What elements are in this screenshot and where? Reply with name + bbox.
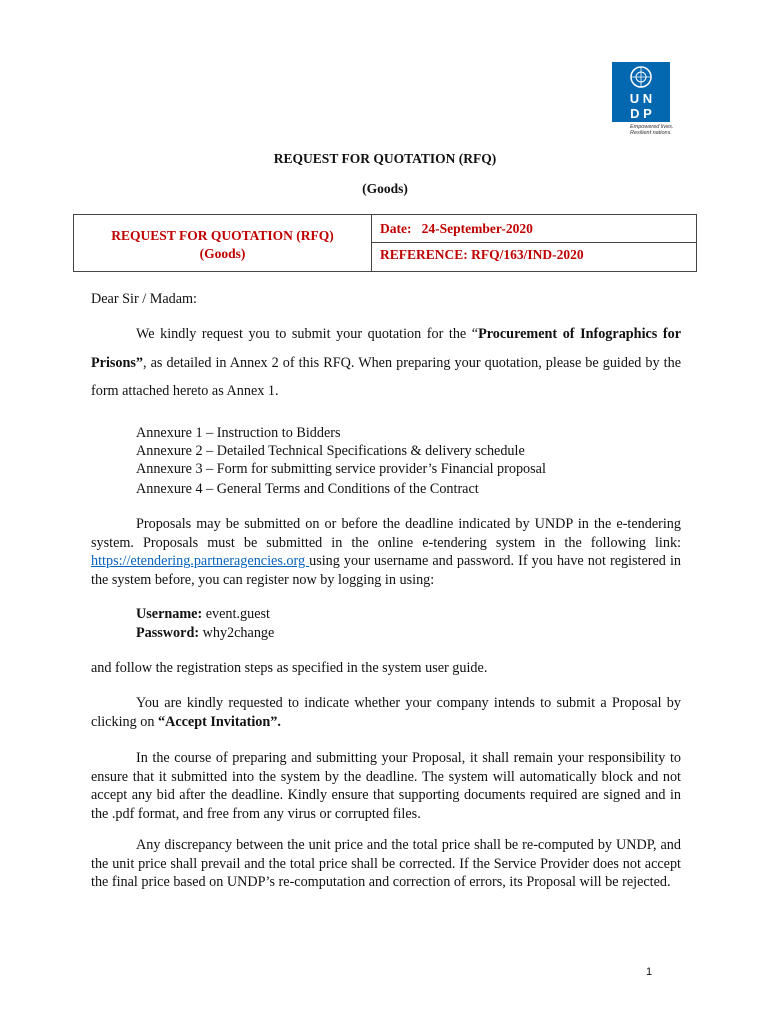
- proposals-text-2: using your username and password. If you have not registered in the system before, you can register now by logging in using:: [91, 553, 681, 588]
- discrepancy-paragraph: Any discrepancy between the unit price and the total price shall be re-computed by UNDP, and the unit price shall prevail and the total price shall be corrected. If the Service Provider does not accept the final price based on UNDP’s re-computation and correction of errors, its Proposal will be rejected.: [91, 837, 681, 891]
- undp-logo-graphic: [612, 62, 670, 122]
- date-value: 24-September-2020: [421, 221, 533, 236]
- rfq-reference-cell: [372, 243, 696, 271]
- follow-paragraph: and follow the registration steps as specified in the system user guide.: [91, 660, 488, 676]
- proposals-paragraph: [91, 515, 681, 589]
- indicate-text: You are kindly requested to indicate whether your company intends to submit a Proposal by clicking on: [91, 695, 681, 730]
- annexure-item-4: Annexure 4 – General Terms and Conditions of the Contract: [136, 481, 479, 497]
- password-line: [136, 624, 274, 643]
- logo-line-1: U N: [629, 91, 653, 106]
- reference-value: REFERENCE: RFQ/163/IND-2020: [380, 247, 584, 262]
- username-line: [136, 605, 270, 624]
- annexure-item-3: Annexure 3 – Form for submitting service provider’s Financial proposal: [136, 461, 546, 477]
- page-title: REQUEST FOR QUOTATION (RFQ): [273, 151, 497, 166]
- annexure-item-2: Annexure 2 – Detailed Technical Specifications & delivery schedule: [136, 443, 525, 459]
- logo-tagline-2: Resilient nations.: [630, 130, 672, 136]
- password-label: Password:: [136, 625, 200, 641]
- intro-paragraph: [91, 320, 681, 406]
- logo-tagline-1: Empowered lives.: [630, 124, 674, 130]
- intro-text-1: We kindly request you to submit your quotation for the “: [136, 326, 479, 342]
- rfq-box-subtitle: (Goods): [199, 246, 246, 261]
- page-subtitle: (Goods): [362, 181, 408, 196]
- password-value: why2change: [199, 625, 275, 641]
- proposals-text-1: Proposals may be submitted on or before the deadline indicated by UNDP in the e-tendering system. Proposals must be submitted in the online e-tendering system in the following link:: [91, 516, 681, 551]
- accept-invitation-text: “Accept Invitation”.: [157, 713, 281, 730]
- salutation: Dear Sir / Madam:: [91, 291, 197, 307]
- rfq-date-cell: [372, 215, 696, 243]
- intro-text-2: , as detailed in Annex 2 of this RFQ. When preparing your quotation, please be guided by the form attached hereto as Annex 1.: [91, 354, 681, 399]
- logo-tagline: [630, 124, 690, 136]
- etendering-link[interactable]: https://etendering.partneragencies.org: [91, 553, 310, 570]
- date-label: Date:: [380, 221, 412, 236]
- rfq-box-title: REQUEST FOR QUOTATION (RFQ): [111, 228, 334, 243]
- intro-bold: Procurement of Infographics for Prisons”: [91, 326, 681, 371]
- username-label: Username:: [136, 606, 203, 622]
- username-value: event.guest: [202, 606, 270, 622]
- logo-line-2: D P: [630, 106, 652, 121]
- rfq-info-table: [73, 214, 697, 272]
- indicate-paragraph: [91, 694, 681, 731]
- page-number: 1: [646, 966, 653, 978]
- responsibility-paragraph: In the course of preparing and submitting your Proposal, it shall remain your responsibility to ensure that it submitted into the system by the deadline. The system will automatically block and not accept any bid after the deadline. Kindly ensure that supporting documents required are signed and in the .pdf format, and free from any virus or corrupted files.: [91, 750, 681, 822]
- undp-logo: [612, 62, 670, 122]
- annexure-item-1: Annexure 1 – Instruction to Bidders: [136, 425, 341, 441]
- rfq-info-left-cell: [74, 215, 372, 271]
